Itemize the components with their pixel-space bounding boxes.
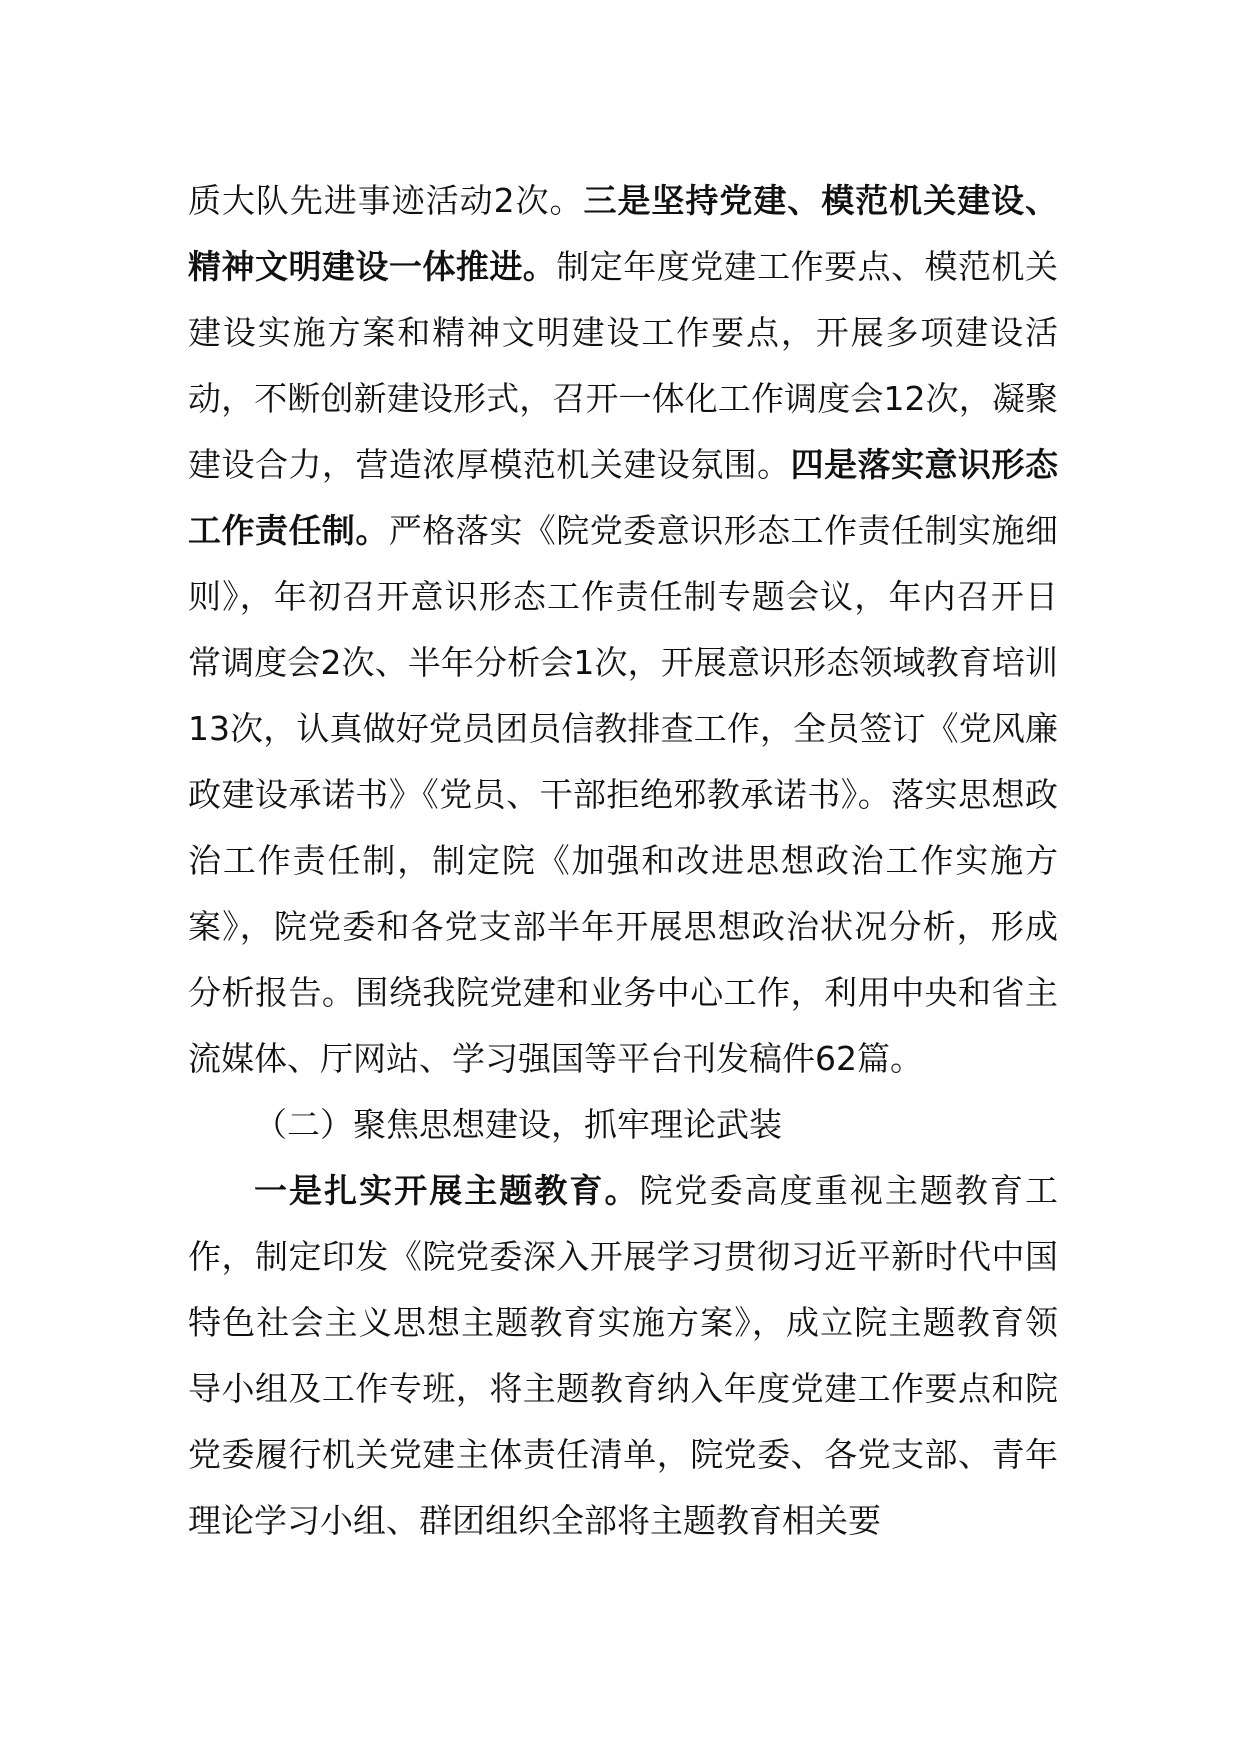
paragraph-text: 严格落实《院党委意识形态工作责任制实施细则》，年初召开意识形态工作责任制专题会议，年内召开日常调度会2次、半年分析会1次，开展意识形态领域教育培训13次，认真做好党员团员信教排查工作，全员签订《党风廉政建设承诺书》《党员、干部拒绝邪教承诺书》。落实思想政治工作责任制，制定院《加强和改进思想政治工作实施方案》，院党委和各党支部半年开展思想政治状况分析，形成分析报告。围绕我院党建和业务中心工作，利用中央和省主流媒体、厅网站、学习强国等平台刊发稿件62篇。: [188, 511, 1059, 1078]
section-heading: （二）聚焦思想建设，抓牢理论武装: [254, 1105, 782, 1144]
bold-lead-point-three: 三是坚持党建、模范机关建设、精神文明建设一体推进。: [188, 181, 1058, 286]
bold-lead-point-one: 一是扎实开展主题教育。: [254, 1171, 640, 1210]
document-body: [188, 168, 1058, 1554]
paragraph-theme-education: [188, 1158, 1058, 1554]
paragraph-text: 制定年度党建工作要点、模范机关建设实施方案和精神文明建设工作要点，开展多项建设活动，不断创新建设形式，召开一体化工作调度会12次，凝聚建设合力，营造浓厚模范机关建设氛围。: [188, 247, 1059, 484]
paragraph-text: 院党委高度重视主题教育工作，制定印发《院党委深入开展学习贯彻习近平新时代中国特色社会主义思想主题教育实施方案》，成立院主题教育领导小组及工作专班，将主题教育纳入年度党建工作要点和院党委履行机关党建主体责任清单，院党委、各党支部、青年理论学习小组、群团组织全部将主题教育相关要: [188, 1171, 1059, 1540]
paragraph-text: 质大队先进事迹活动2次。: [188, 181, 584, 220]
bold-lead-point-four: 四是落实意识形态工作责任制。: [188, 445, 1059, 550]
paragraph-party-building: [188, 168, 1058, 1092]
